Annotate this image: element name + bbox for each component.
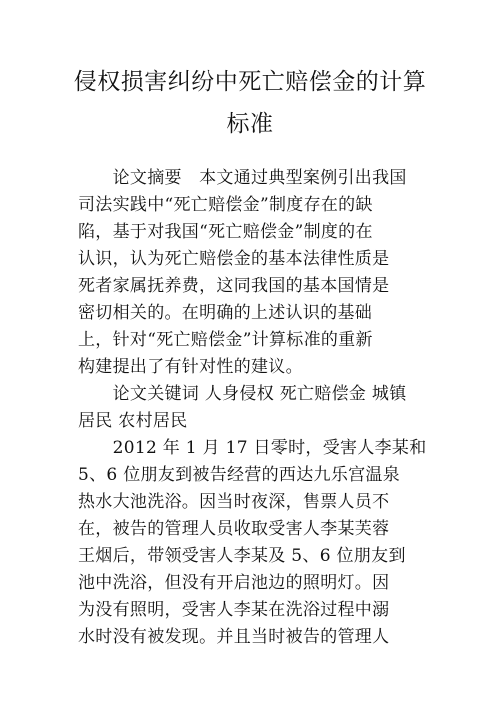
case-paragraph-line-8: 水时没有被发现。并且当时被告的管理人 <box>78 627 390 647</box>
abstract-line-2: 司法实践中“死亡赔偿金”制度存在的缺 <box>78 195 373 215</box>
case-paragraph-line-6: 池中洗浴，但没有开启池边的照明灯。因 <box>78 573 390 593</box>
keywords-line-1: 论文关键词 人身侵权 死亡赔偿金 城镇 <box>78 384 407 404</box>
abstract-line-8: 构建提出了有针对性的建议。 <box>78 357 303 377</box>
case-paragraph-line-5: 王烟后，带领受害人李某及 5、6 位朋友到 <box>78 546 406 566</box>
abstract-line-1: 论文摘要 本文通过典型案例引出我国 <box>78 168 407 188</box>
abstract-line-3: 陷，基于对我国“死亡赔偿金”制度的在 <box>78 222 373 242</box>
document-title-line-1: 侵权损害纠纷中死亡赔偿金的计算 <box>73 69 427 95</box>
abstract-line-4: 认识，认为死亡赔偿金的基本法律性质是 <box>78 249 390 269</box>
abstract-line-7: 上，针对“死亡赔偿金”计算标准的重新 <box>78 330 373 350</box>
case-paragraph-line-2: 5、6 位朋友到被告经营的西达九乐宫温泉 <box>78 465 401 485</box>
abstract-line-5: 死者家属抚养费，这同我国的基本国情是 <box>78 276 390 296</box>
keywords-line-2: 居民 农村居民 <box>78 411 188 431</box>
case-paragraph-line-4: 在，被告的管理人员收取受害人李某芙蓉 <box>78 519 390 539</box>
case-paragraph-line-7: 为没有照明，受害人李某在洗浴过程中溺 <box>78 600 390 620</box>
document-title-line-2: 标准 <box>226 111 274 137</box>
abstract-line-6: 密切相关的。在明确的上述认识的基础 <box>78 303 373 323</box>
case-paragraph-line-3: 热水大池洗浴。因当时夜深，售票人员不 <box>78 492 390 512</box>
case-paragraph-line-1: 2012 年 1 月 17 日零时，受害人李某和 <box>78 438 427 458</box>
